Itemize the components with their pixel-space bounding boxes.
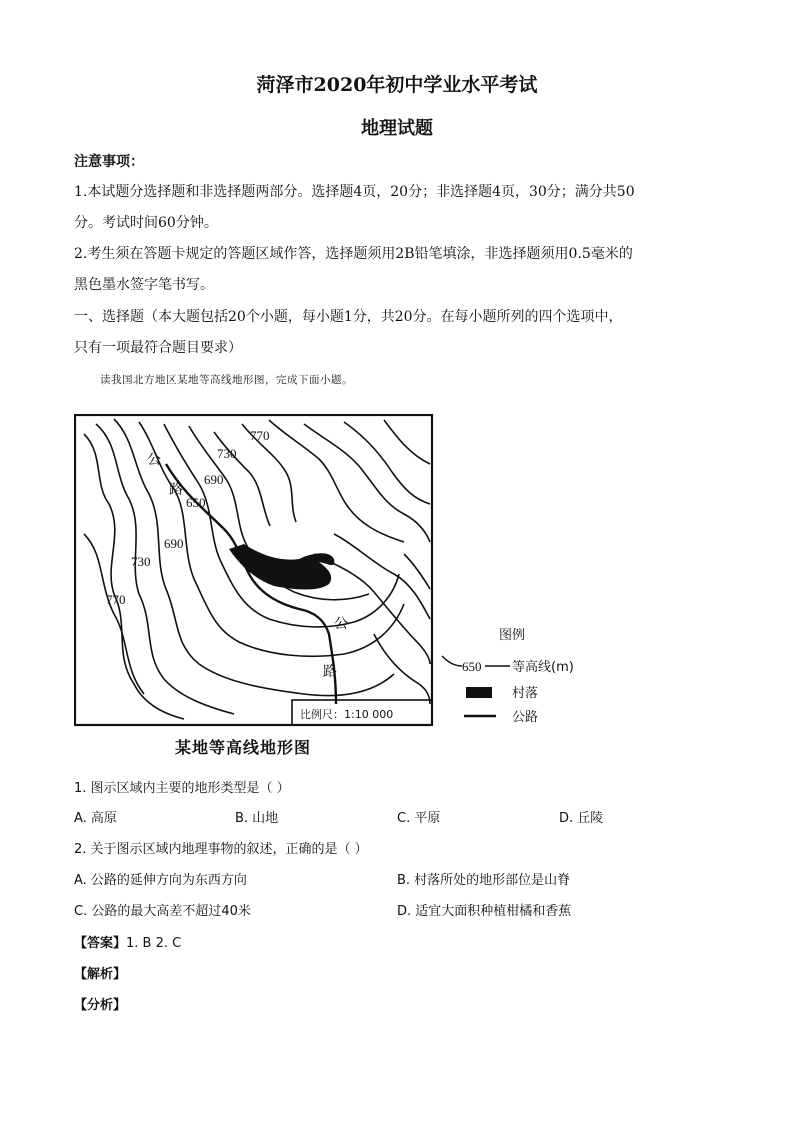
map-scale: 比例尺：1:10 000 — [300, 708, 394, 721]
notes-line-4: 黑色墨水签字笔书写。 — [74, 277, 214, 293]
question-1-stem: 1. 图示区域内主要的地形类型是（ ） — [74, 781, 290, 796]
answer-label: 【答案】 — [74, 936, 127, 951]
question-2-option-a[interactable]: A. 公路的延伸方向为东西方向 — [74, 873, 247, 888]
question-1-option-d[interactable]: D. 丘陵 — [559, 811, 604, 826]
legend-contour-value: 650 — [462, 659, 482, 674]
contour-label-770-left: 770 — [106, 592, 126, 607]
question-1-option-c[interactable]: C. 平原 — [397, 811, 441, 826]
fenxi-label: 【分析】 — [74, 998, 127, 1013]
contour-label-730-top: 730 — [217, 446, 237, 461]
contour-label-770-top: 770 — [250, 428, 270, 443]
map-caption: 某地等高线地形图 — [175, 738, 312, 757]
notes-line-3: 2.考生须在答题卡规定的答题区域作答，选择题须用2B铅笔填涂，非选择题须用0.5毫米的 — [74, 246, 633, 262]
intro-text: 读我国北方地区某地等高线地形图，完成下面小题。 — [100, 374, 353, 386]
legend-contour-swatch — [442, 656, 462, 666]
road-char-1: 公 — [147, 452, 161, 468]
answer-text: 1. B 2. C — [126, 936, 182, 951]
legend-road-label: 公路 — [512, 710, 539, 725]
question-1-option-b[interactable]: B. 山地 — [235, 811, 279, 826]
exam-subtitle: 地理试题 — [361, 118, 433, 139]
question-1-option-a[interactable]: A. 高原 — [74, 811, 117, 826]
notes-heading: 注意事项： — [74, 154, 144, 170]
legend-village-label: 村落 — [512, 686, 539, 701]
section-heading-1: 一、选择题（本大题包括20个小题，每小题1分，共20分。在每小题所列的四个选项中， — [74, 309, 623, 325]
question-2-option-d[interactable]: D. 适宜大面积种植柑橘和香蕉 — [397, 904, 572, 919]
answer-line — [74, 932, 181, 951]
question-2-option-b[interactable]: B. 村落所处的地形部位是山脊 — [397, 873, 571, 888]
contour-map — [74, 414, 594, 734]
contour-label-690-top: 690 — [204, 472, 224, 487]
exam-title: 菏泽市2020年初中学业水平考试 — [256, 74, 538, 96]
legend-title: 图例 — [499, 628, 526, 643]
contour-label-650: 650 — [186, 495, 206, 510]
question-2-option-c[interactable]: C. 公路的最大高差不超过40米 — [74, 904, 251, 919]
contour-label-730-left: 730 — [131, 554, 151, 569]
road-char-4: 路 — [323, 664, 337, 680]
road-char-3: 公 — [334, 616, 348, 632]
legend-contour-label: 等高线(m) — [512, 660, 574, 675]
question-2-stem: 2. 关于图示区域内地理事物的叙述，正确的是（ ） — [74, 842, 368, 857]
contour-label-690-left: 690 — [164, 536, 184, 551]
notes-line-1: 1.本试题分选择题和非选择题两部分。选择题4页，20分；非选择题4页，30分；满分共50 — [74, 184, 635, 200]
road-char-2: 路 — [169, 482, 183, 498]
analysis-label: 【解析】 — [74, 967, 127, 982]
notes-line-2: 分。考试时间60分钟。 — [74, 215, 218, 231]
village-shape — [229, 544, 334, 590]
legend-village-swatch — [466, 687, 492, 698]
section-heading-2: 只有一项最符合题目要求） — [74, 340, 242, 356]
